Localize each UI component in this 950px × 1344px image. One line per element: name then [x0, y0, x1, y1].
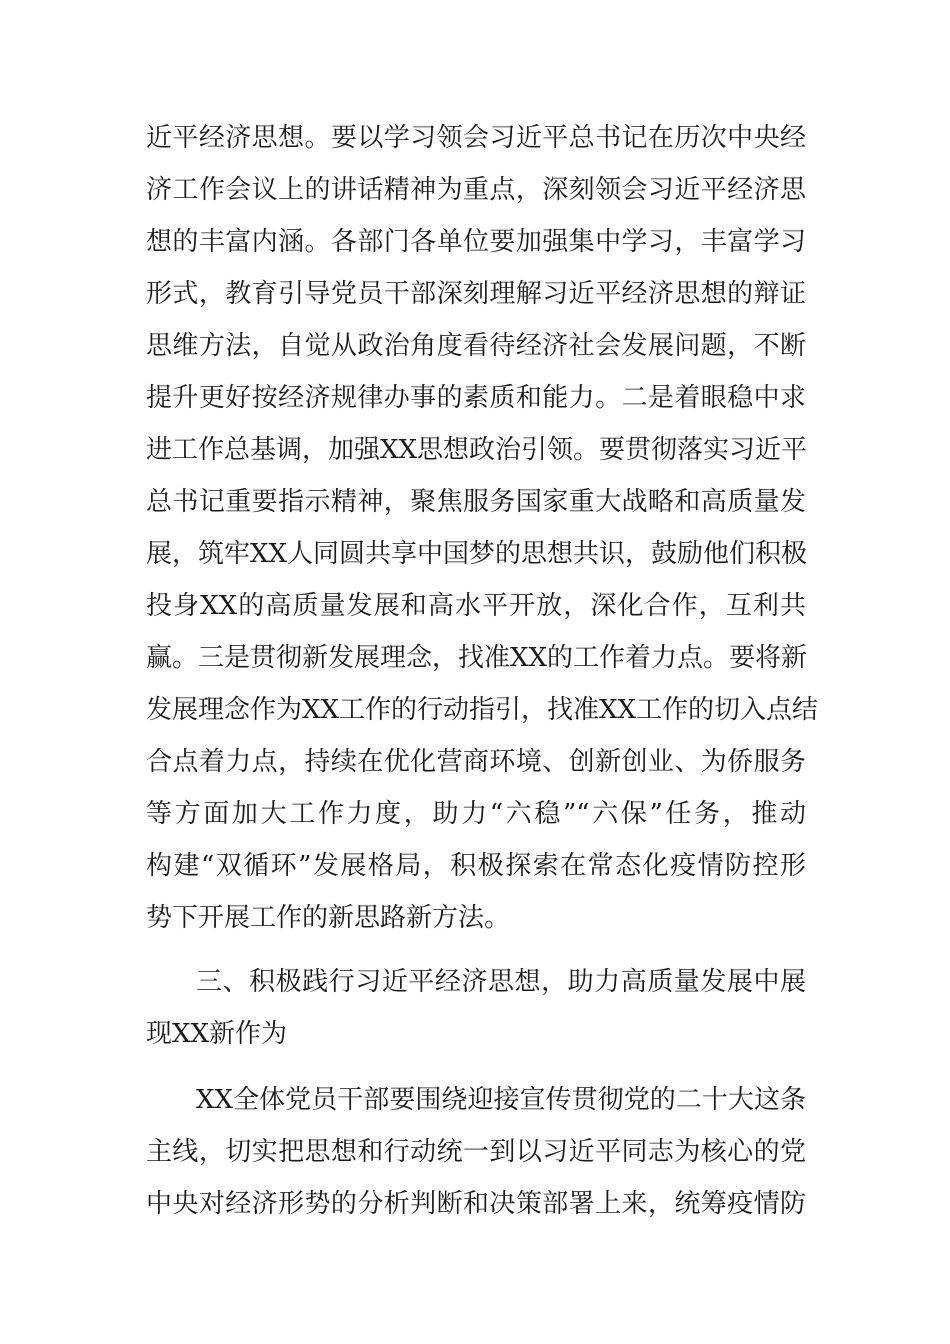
paragraph-line: 构建“双循环”发展格局，积极探索在常态化疫情防控形 [146, 851, 806, 881]
section-heading-line: 三、积极践行习近平经济思想，助力高质量发展中展 [196, 967, 806, 997]
paragraph-line: 提升更好按经济规律办事的素质和能力。二是着眼稳中求 [146, 383, 806, 413]
paragraph-line: 济工作会议上的讲话精神为重点，深刻领会习近平经济思 [146, 175, 806, 205]
paragraph-line: 投身XX的高质量发展和高水平开放，深化合作，互利共 [146, 591, 806, 621]
paragraph-line: 合点着力点，持续在优化营商环境、创新创业、为侨服务 [146, 747, 806, 777]
paragraph-line: 展，筑牢XX人同圆共享中国梦的思想共识，鼓励他们积极 [146, 539, 808, 569]
paragraph-line: 近平经济思想。要以学习领会习近平总书记在历次中央经 [146, 123, 806, 153]
paragraph-line: 进工作总基调，加强XX思想政治引领。要贯彻落实习近平 [146, 435, 808, 465]
paragraph-line: 势下开展工作的新思路新方法。 [146, 903, 511, 933]
paragraph-line: 思维方法，自觉从政治角度看待经济社会发展问题，不断 [146, 331, 806, 361]
section-heading-line: 现XX新作为 [146, 1019, 288, 1049]
paragraph-line: 想的丰富内涵。各部门各单位要加强集中学习，丰富学习 [146, 227, 806, 257]
paragraph-line: 中央对经济形势的分析判断和决策部署上来，统筹疫情防 [146, 1189, 806, 1219]
paragraph-line: XX全体党员干部要围绕迎接宣传贯彻党的二十大这条 [196, 1085, 806, 1115]
paragraph-line: 发展理念作为XX工作的行动指引，找准XX工作的切入点结 [146, 695, 819, 725]
paragraph-line: 等方面加大工作力度，助力“六稳”“六保”任务，推动 [146, 799, 806, 829]
paragraph-line: 赢。三是贯彻新发展理念，找准XX的工作着力点。要将新 [146, 643, 808, 673]
paragraph-line: 主线，切实把思想和行动统一到以习近平同志为核心的党 [146, 1137, 806, 1167]
paragraph-line: 总书记重要指示精神，聚焦服务国家重大战略和高质量发 [146, 487, 806, 517]
paragraph-line: 形式，教育引导党员干部深刻理解习近平经济思想的辩证 [146, 279, 806, 309]
